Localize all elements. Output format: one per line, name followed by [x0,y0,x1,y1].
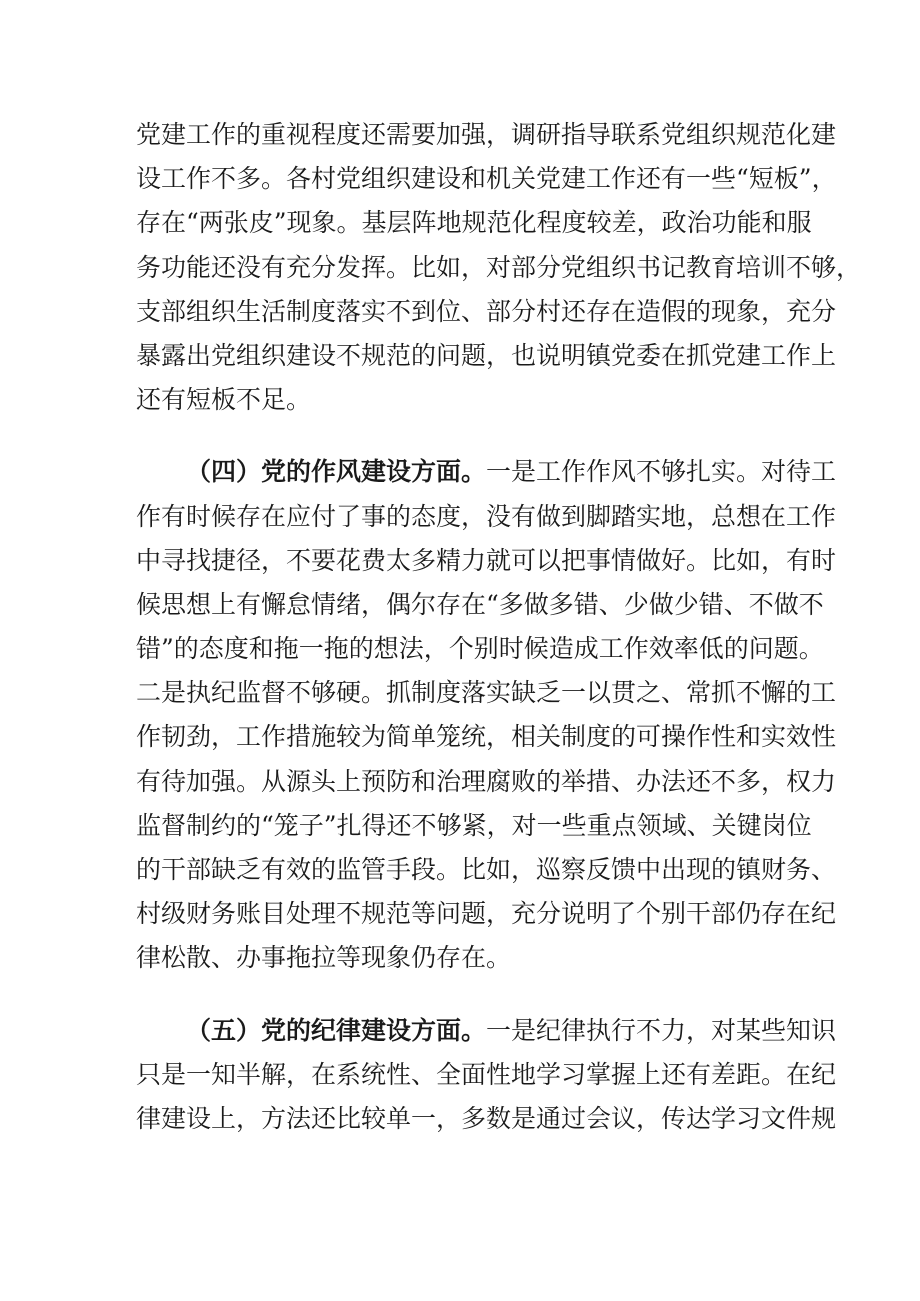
text-line: 律松散、办事拖拉等现象仍存在。 [136,943,512,973]
text-line: 作韧劲，工作措施较为简单笼统，相关制度的可操作性和实效性 [136,722,837,752]
text-line: 监督制约的“笼子”扎得还不够紧，对一些重点领域、关键岗位 [136,810,812,840]
text-line-first [136,450,837,494]
text-line: 候思想上有懈怠情绪，偶尔存在“多做多错、少做少错、不做不 [136,589,824,619]
text-line: 错”的态度和拖一拖的想法，个别时候造成工作效率低的问题。 [136,634,824,664]
document-body [136,113,862,1141]
text-line: 还有短板不足。 [136,385,312,415]
section-heading-4: （四）党的作风建设方面。 [186,457,487,487]
paragraph-party-building [136,113,862,422]
text-line: 村级财务账目处理不规范等问题，充分说明了个别干部仍存在纪 [136,899,837,929]
paragraph-gap [136,981,798,1009]
text-line-first [136,1009,837,1053]
text-run: 一是工作作风不够扎实。对待工 [486,457,837,487]
text-line: 党建工作的重视程度还需要加强，调研指导联系党组织规范化建 [136,120,837,149]
text-line: 作有时候存在应付了事的态度，没有做到脚踏实地，总想在工作 [136,501,837,531]
text-line: 设工作不多。各村党组织建设和机关党建工作还有一些“短板”， [136,164,837,194]
text-line: 二是执纪监督不够硬。抓制度落实缺乏一以贯之、常抓不懈的工 [136,678,837,708]
paragraph-work-style [136,450,837,980]
section-heading-5: （五）党的纪律建设方面。 [186,1015,487,1045]
text-line: 的干部缺乏有效的监管手段。比如，巡察反馈中出现的镇财务、 [136,855,837,884]
text-line: 有待加强。从源头上预防和治理腐败的举措、办法还不多，权力 [136,766,837,796]
text-line: 支部组织生活制度落实不到位、部分村还存在造假的现象，充分 [136,296,837,326]
text-line: 暴露出党组织建设不规范的问题，也说明镇党委在抓党建工作上 [136,340,837,370]
text-line: 存在“两张皮”现象。基层阵地规范化程度较差，政治功能和服 [136,208,812,238]
text-line: 律建设上，方法还比较单一，多数是通过会议，传达学习文件规 [136,1103,837,1133]
paragraph-gap [136,422,798,450]
text-line: 只是一知半解，在系统性、全面性地学习掌握上还有差距。在纪 [136,1059,837,1089]
text-line: 务功能还没有充分发挥。比如，对部分党组织书记教育培训不够， [136,252,862,282]
text-run: 一是纪律执行不力，对某些知识 [486,1015,837,1045]
text-line: 中寻找捷径，不要花费太多精力就可以把事情做好。比如，有时 [136,545,837,575]
paragraph-discipline [136,1009,837,1142]
